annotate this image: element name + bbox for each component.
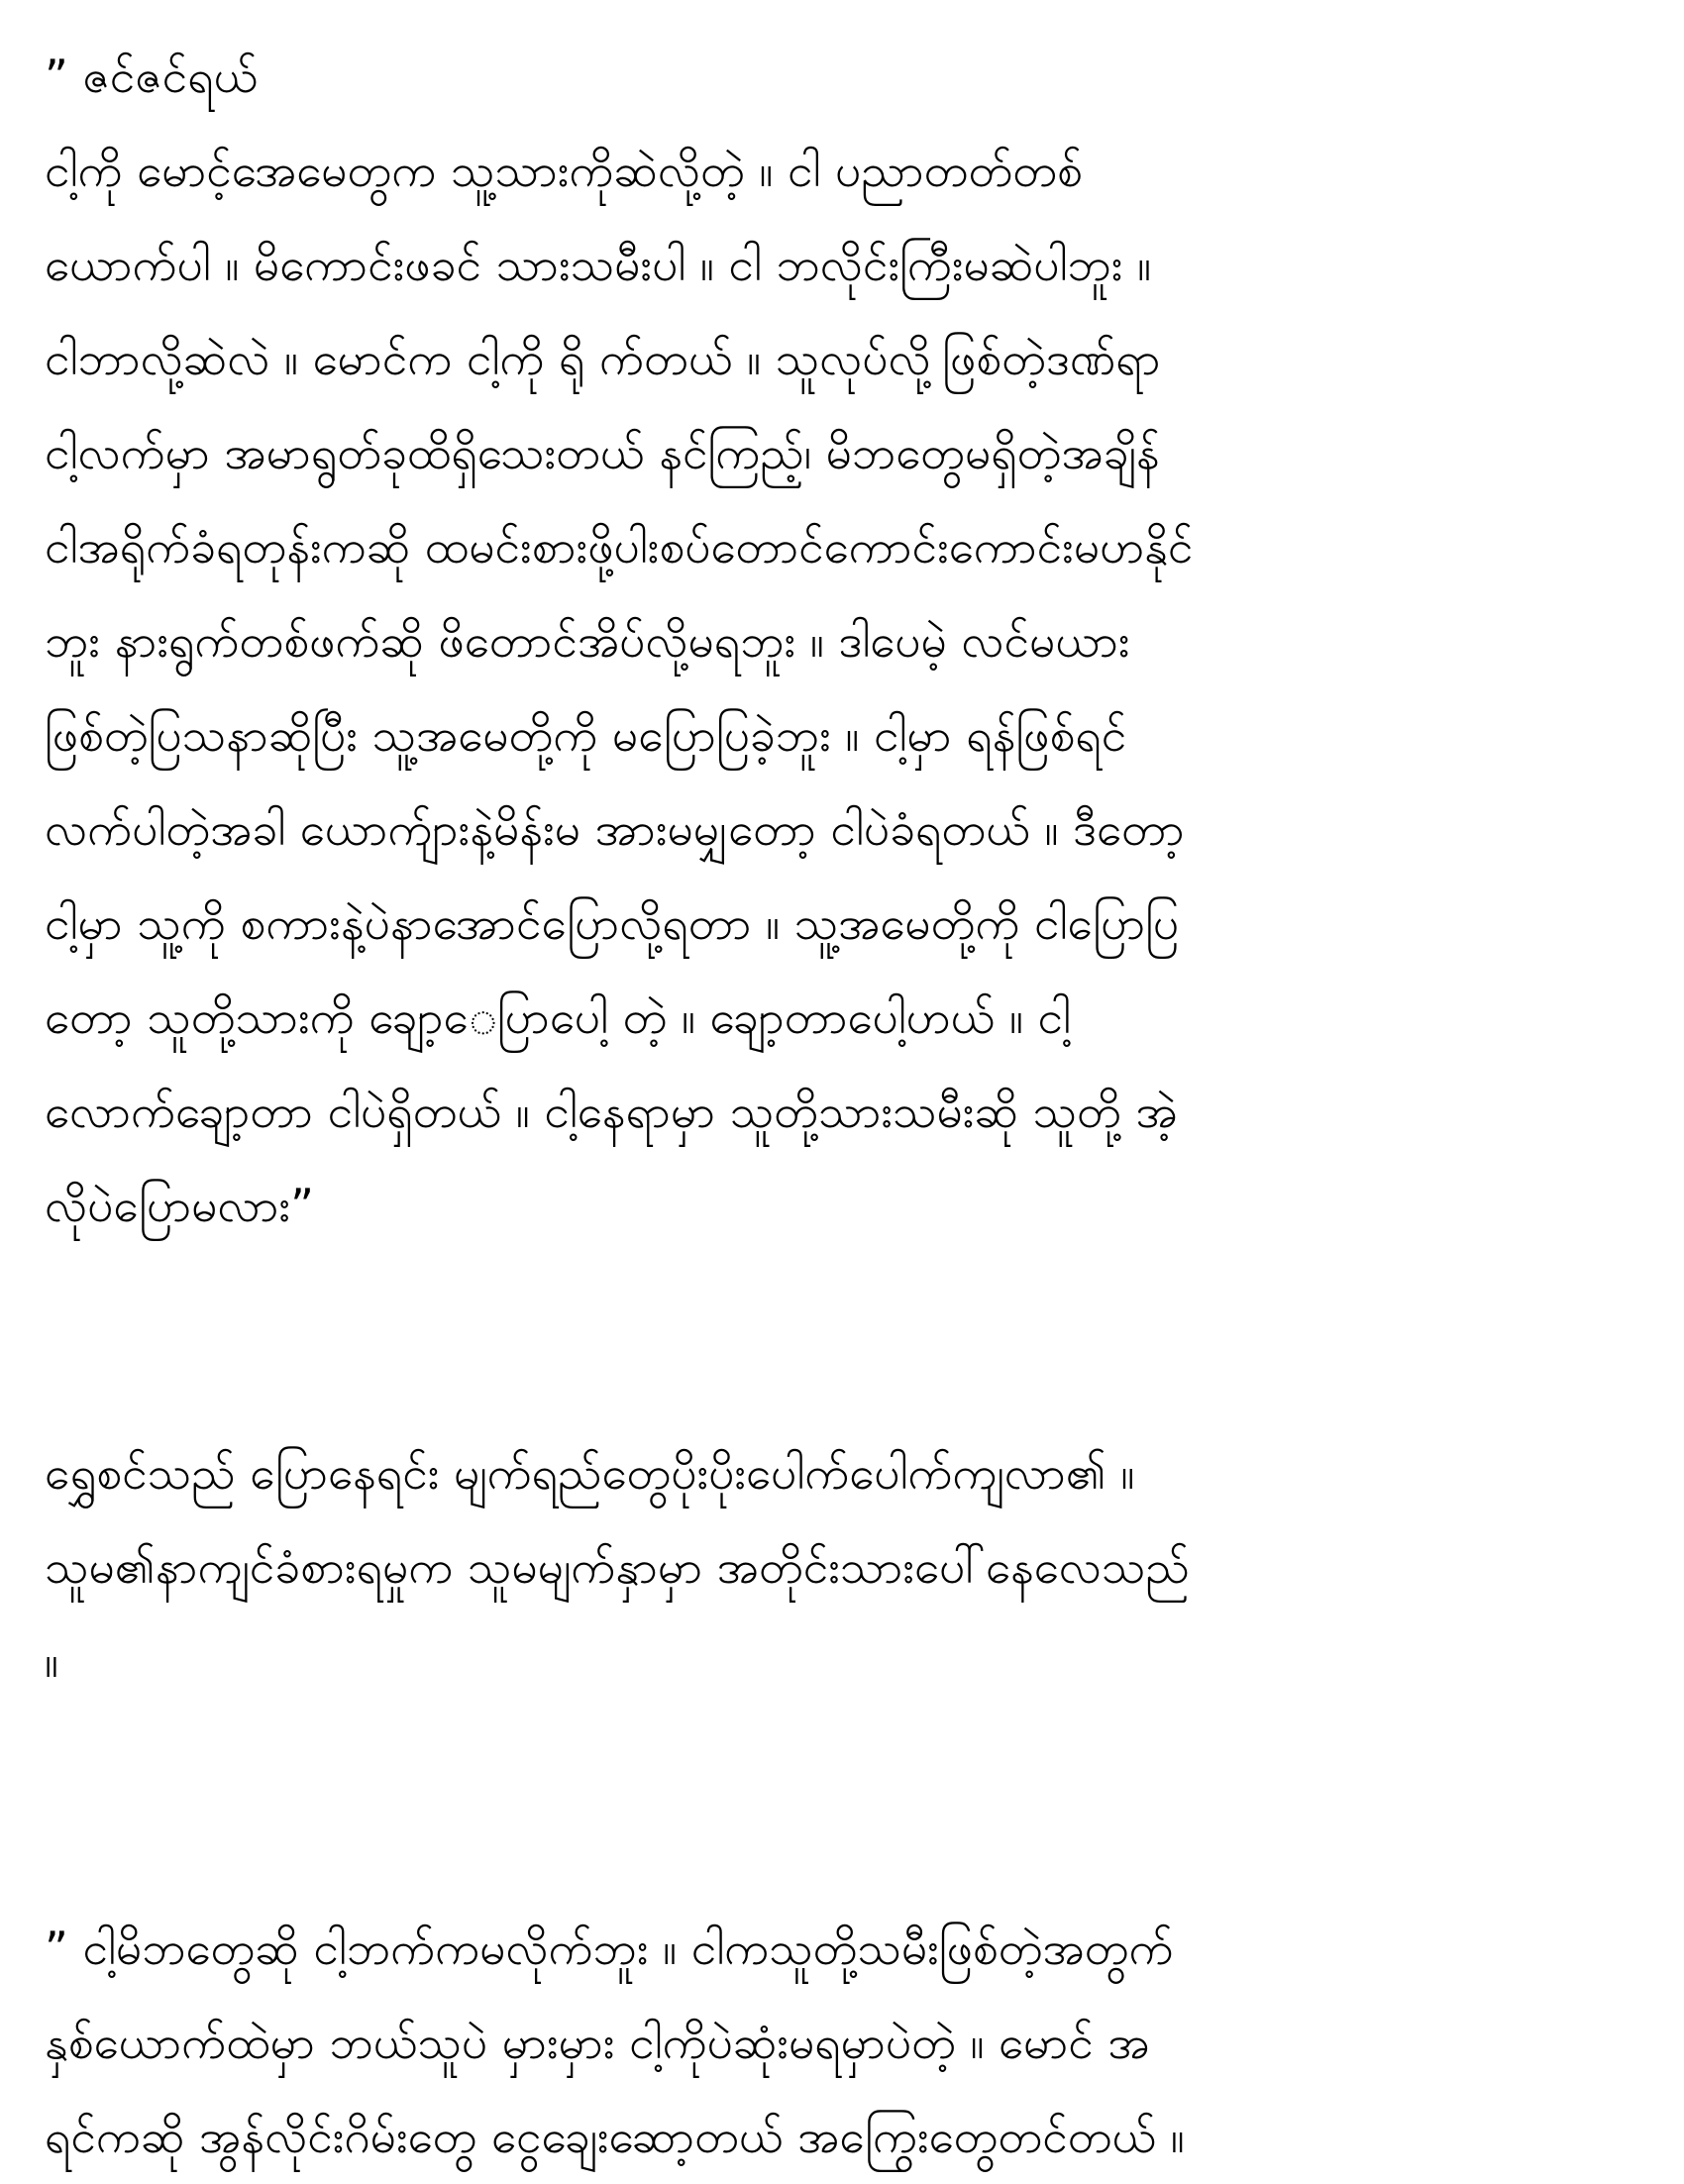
paragraph-narration: ရွှေစင်သည် ပြောနေရင်း မျက်ရည်တွေပိုးပိုးပေါက်ပေါက်ကျလာ၏ ။ သူမ၏နာကျင်ခံစားရမှုက သူမမျက်နှာမှာ အတိုင်းသားပေါ်နေလေသည် ။ bbox=[45, 1446, 1190, 1688]
paragraph-dialogue-1: ” ဇင်ဇင်ရယ် ငါ့ကို မောင့်အေမေတွက သူ့သားကိုဆဲလို့တဲ့ ။ ငါ ပညာတတ်တစ် ယောက်ပါ ။ မိကောင်းဖခင် သားသမီးပါ ။ ငါ ဘလိုင်းကြီးမဆဲပါဘူး ။ ငါဘာလို့ဆဲလဲ ။ မောင်က ငါ့ကို ရို က်တယ် ။ သူလုပ်လို့ဖြစ်တဲ့ဒဏ်ရာ ငါ့လက်မှာ အမာရွတ်ခုထိရှိသေးတယ် နင်ကြည့်၊ မိဘတွေမရှိတဲ့အချိန် ငါအရိုက်ခံရတုန်းကဆို ထမင်းစားဖို့ပါးစပ်တောင်ကောင်းကောင်းမဟနိုင် ဘူး နားရွက်တစ်ဖက်ဆို ဖိတောင်အိပ်လို့မရဘူး ။ ဒါပေမဲ့ လင်မယား ဖြစ်တဲ့ပြသနာဆိုပြီး သူ့အမေတို့ကို မပြောပြခဲ့ဘူး ။ ငါ့မှာ ရန်ဖြစ်ရင် လက်ပါတဲ့အခါ ယောက်ျားနဲ့မိန်းမ အားမမျှတော့ ငါပဲခံရတယ် ။ ဒီတော့ ငါ့မှာ သူ့ကို စကားနဲ့ပဲနာအောင်ပြောလို့ရတာ ။ သူ့အမေတို့ကို ငါပြောပြ တော့ သူတို့သားကို ချော့ေပြာပေါ့ တဲ့ ။ ချော့တာပေါ့ဟယ် ။ ငါ့ လောက်ချော့တာ ငါပဲရှိတယ် ။ ငါ့နေရာမှာ သူတို့သားသမီးဆို သူတို့ အဲ့ လိုပဲပြောမလား” bbox=[45, 50, 1194, 1232]
paragraph-dialogue-2: ” ငါ့မိဘတွေဆို ငါ့ဘက်ကမလိုက်ဘူး ။ ငါကသူတို့သမီးဖြစ်တဲ့အတွက် နှစ်ယောက်ထဲမှာ ဘယ်သူပဲ မှားမှား ငါ့ကိုပဲဆုံးမရမှာပဲတဲ့ ။ မောင် အ ရင်ကဆို အွန်လိုင်းဂိမ်းတွေ ငွေချေးဆော့တယ် အကြွေးတွေတင်တယ် ။ bbox=[45, 1922, 1185, 2163]
